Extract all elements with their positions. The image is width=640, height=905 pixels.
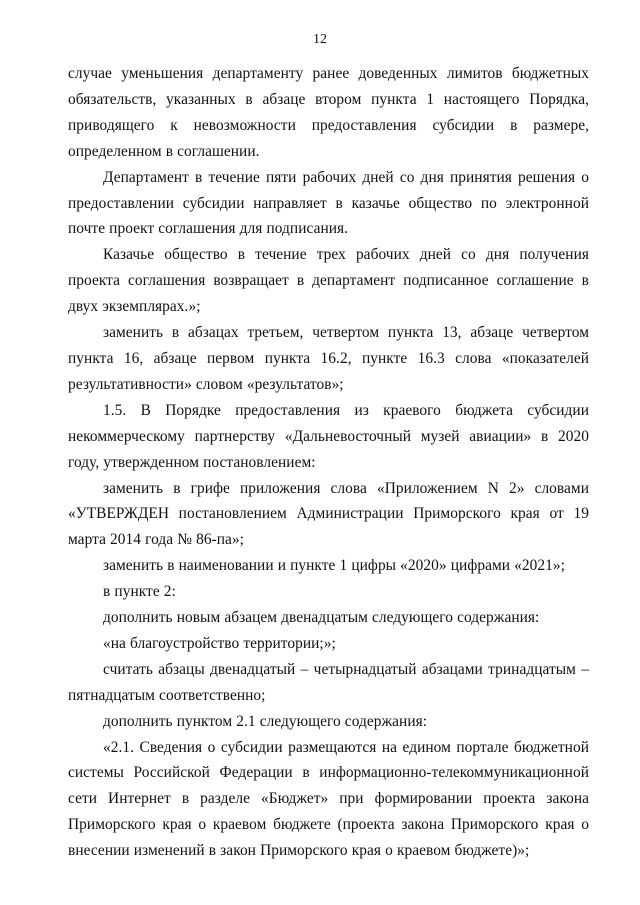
paragraph: дополнить пунктом 2.1 следующего содержания: (103, 712, 428, 730)
paragraph: заменить в абзацах третьем, четвертом пункта 13, абзаце четвертом пункта 16, абзаце первом пункта 16.2, пункте 16.3 слова «показателей результативности» словом «результатов»; (68, 324, 589, 393)
paragraph: Казачье общество в течение трех рабочих дней со дня получения проекта соглашения возвращает в департамент подписанное соглашение в двух экземплярах.»; (68, 246, 589, 316)
document-body (68, 61, 589, 864)
paragraph: случае уменьшения департаменту ранее доведенных лимитов бюджетных обязательств, указанных в абзаце втором пункта 1 настоящего Порядка, приводящего к невозможности предоставления субсидии в размере, определенном в соглашении. (68, 65, 589, 160)
paragraph: «на благоустройство территории;»; (103, 634, 336, 652)
paragraph: заменить в наименовании и пункте 1 цифры «2020» цифрами «2021»; (103, 557, 565, 575)
paragraph: заменить в грифе приложения слова «Приложением N 2» словами «УТВЕРЖДЕН постановлением Администрации Приморского края от 19 марта 2014 года № 86-па»; (68, 479, 589, 549)
paragraph: в пункте 2: (103, 583, 176, 601)
page-number: 12 (313, 32, 327, 47)
paragraph: 1.5. В Порядке предоставления из краевого бюджета субсидии некоммерческому партнерству «Дальневосточный музей авиации» в 2020 году, утвержденном постановлением: (68, 401, 589, 471)
paragraph: дополнить новым абзацем двенадцатым следующего содержания: (103, 609, 540, 627)
paragraph: Департамент в течение пяти рабочих дней со дня принятия решения о предоставлении субсидии направляет в казачье общество по электронной почте проект соглашения для подписания. (68, 168, 589, 238)
paragraph: считать абзацы двенадцатый – четырнадцатый абзацами тринадцатым – пятнадцатым соответственно; (68, 660, 589, 704)
paragraph: «2.1. Сведения о субсидии размещаются на едином портале бюджетной системы Российской Федерации в информационно-телекоммуникационной сети Интернет в разделе «Бюджет» при формировании проекта закона Приморского края о краевом бюджете (проекта закона Приморского края о внесении изменений в закон Приморского края о краевом бюджете)»; (68, 738, 589, 860)
